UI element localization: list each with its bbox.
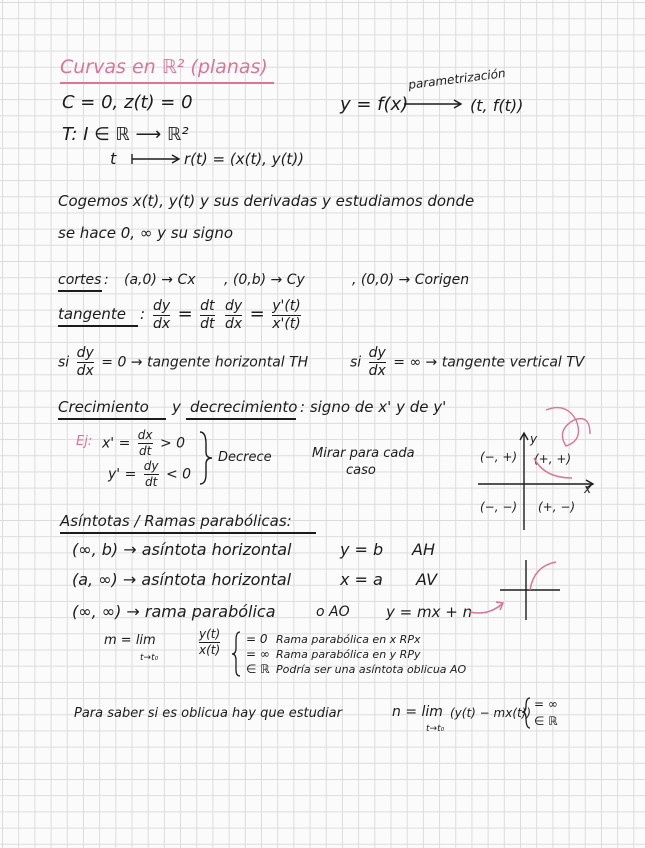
n-res-2: ∈ ℝ <box>534 714 558 728</box>
decreasing-curve-sketch <box>534 458 572 478</box>
line-T-map: T: I ∈ ℝ ⟶ ℝ² <box>62 124 189 145</box>
case3-text: Podría ser una asíntota oblicua AO <box>276 663 467 676</box>
cogemos-line-2: se hace 0, ∞ y su signo <box>58 224 234 242</box>
n-result-brace <box>522 698 530 728</box>
th-condition: si $\frac{dy}{dx}$ = 0 → tangente horizontal TH <box>58 345 309 380</box>
param-result: (t, f(t)) <box>470 96 524 115</box>
n-eq: n = lim <box>392 704 443 720</box>
crecimiento-heading-rest: : signo de x' y de y' <box>300 398 447 416</box>
mirar-line-1: Mirar para cada <box>312 446 415 461</box>
decrece-brace <box>200 432 212 484</box>
ej-label: Ej: <box>76 434 93 449</box>
corte-origen: , (0,0) → Corigen <box>352 272 470 288</box>
y-derivative: y' = $\frac{dy}{dt}$ < 0 <box>108 459 192 489</box>
cogemos-line-1: Cogemos x(t), y(t) y sus derivadas y estudiamos donde <box>58 192 475 210</box>
param-arrow <box>404 100 461 108</box>
ao-lhs: (∞, ∞) → rama parabólica <box>72 602 276 621</box>
cortes-label: cortes <box>58 272 102 288</box>
ao-mid: o AO <box>316 604 350 620</box>
n-expr: (y(t) − mx(t)) <box>450 706 532 720</box>
corte-y: , (0,b) → Cy <box>224 272 305 288</box>
n-lim-sub: t→t₀ <box>426 724 445 734</box>
quadrant-3: (−, −) <box>480 500 518 514</box>
notebook-page: Curvas en ℝ² (planas) C = 0, z(t) = 0 y = f(x) parametrización (t, f(t)) T: I ∈ ℝ ⟶ ℝ² t r(t) = (x(t), y(t)) Cogemos x(t), y(t) y sus derivadas y estudiamos donde se hace 0, ∞ y su signo cortes : (a,0) → Cx , (0,b) → Cy , (0,0) → Corigen tangente : $\frac{dy}{dx}$ = $\frac{dt}{dt}$ $\frac{dy}{dx}$ = $\frac{y'(t)}{x'(t)}$ si $\frac{dy}{dx}$ = 0 → tangente horizontal TH si $\frac{dy}{dx}$ = ∞ → tangente vertical TV Crecimiento y decrecimiento : signo de x' y de y' Ej: x' = $\frac{dx}{dt}$ > 0 y' = $\frac{dy}{dt}$ < 0 Decrece Mirar para cada caso y x (+, +) (−, +) (−, −) (+, −) Asíntotas / Ramas parabólicas: (∞, b) → asíntota horizontal y = b AH (a, ∞) → asíntota horizontal x = a AV (∞, ∞) → rama parabólica o AO y = mx + n m = lim t→t₀ $\frac{y(t)}{x(t)}$ = 0 = ∞ ∈ ℝ Rama parabólica en x RPx Rama parabólica en y RPy Podría ser una asíntota oblicua AO Para saber si es oblicua hay que estudiar n = lim t→t₀ (y(t) − mx(t)) = ∞ ∈ ℝ <box>0 0 645 848</box>
ao-eq: y = mx + n <box>386 603 473 621</box>
param-label: parametrización <box>407 66 507 92</box>
av-sketch-curve <box>530 562 556 590</box>
oblicua-text: Para saber si es oblicua hay que estudiar <box>74 706 342 721</box>
crecimiento-heading-a: Crecimiento <box>58 398 149 416</box>
crecimiento-heading-y: y <box>172 398 181 416</box>
quadrant-axes <box>478 433 593 530</box>
quadrant-1: (+, +) <box>534 452 572 466</box>
m-lim-sub: t→t₀ <box>140 653 159 663</box>
line-c0: C = 0, z(t) = 0 <box>62 92 193 113</box>
m-eq: m = lim <box>104 633 156 648</box>
mirar-line-2: caso <box>346 463 376 478</box>
ao-pink-arrow <box>470 602 503 613</box>
t-map-right: r(t) = (x(t), y(t)) <box>184 150 305 168</box>
axis-x-label: x <box>584 482 592 496</box>
case1-text: Rama parabólica en x RPx <box>276 633 421 646</box>
ah-tag: AH <box>412 540 435 559</box>
case3-val: ∈ ℝ <box>246 662 270 676</box>
tangente-colon: : <box>140 305 146 323</box>
av-tag: AV <box>416 570 438 589</box>
asintotas-heading: Asíntotas / Ramas parabólicas: <box>60 512 292 530</box>
ah-lhs: (∞, b) → asíntota horizontal <box>72 540 292 559</box>
t-map-left: t <box>110 149 117 168</box>
tangente-label: tangente <box>58 305 126 323</box>
case2-text: Rama parabólica en y RPy <box>276 648 421 661</box>
quadrant-2: (−, +) <box>480 450 518 464</box>
ah-eq: y = b <box>340 540 384 559</box>
crecimiento-heading-b: decrecimiento <box>190 398 298 416</box>
m-cases-brace <box>232 632 240 676</box>
axis-y-label: y <box>530 432 538 446</box>
av-eq: x = a <box>340 570 383 589</box>
line-y-fx: y = f(x) <box>340 94 409 115</box>
tv-condition: si $\frac{dy}{dx}$ = ∞ → tangente vertical TV <box>350 345 585 380</box>
curly-pink-arrow <box>546 408 590 446</box>
n-res-1: = ∞ <box>534 697 558 711</box>
x-derivative: x' = $\frac{dx}{dt}$ > 0 <box>102 428 186 458</box>
case2-val: = ∞ <box>246 647 270 661</box>
page-title: Curvas en ℝ² (planas) <box>60 56 268 78</box>
m-fraction: $\frac{y(t)}{x(t)}$ <box>199 627 221 657</box>
quadrant-4: (+, −) <box>538 500 576 514</box>
av-lhs: (a, ∞) → asíntota horizontal <box>72 570 292 589</box>
corte-x: (a,0) → Cx <box>124 272 196 288</box>
tangente-formula: $\frac{dy}{dx}$ = $\frac{dt}{dt}$ $\frac{dy}{dx}$ = $\frac{y'(t)}{x'(t)}$ <box>153 298 301 333</box>
case1-val: = 0 <box>246 632 268 646</box>
decrece-label: Decrece <box>218 450 272 465</box>
mapsto-arrow <box>132 154 179 164</box>
